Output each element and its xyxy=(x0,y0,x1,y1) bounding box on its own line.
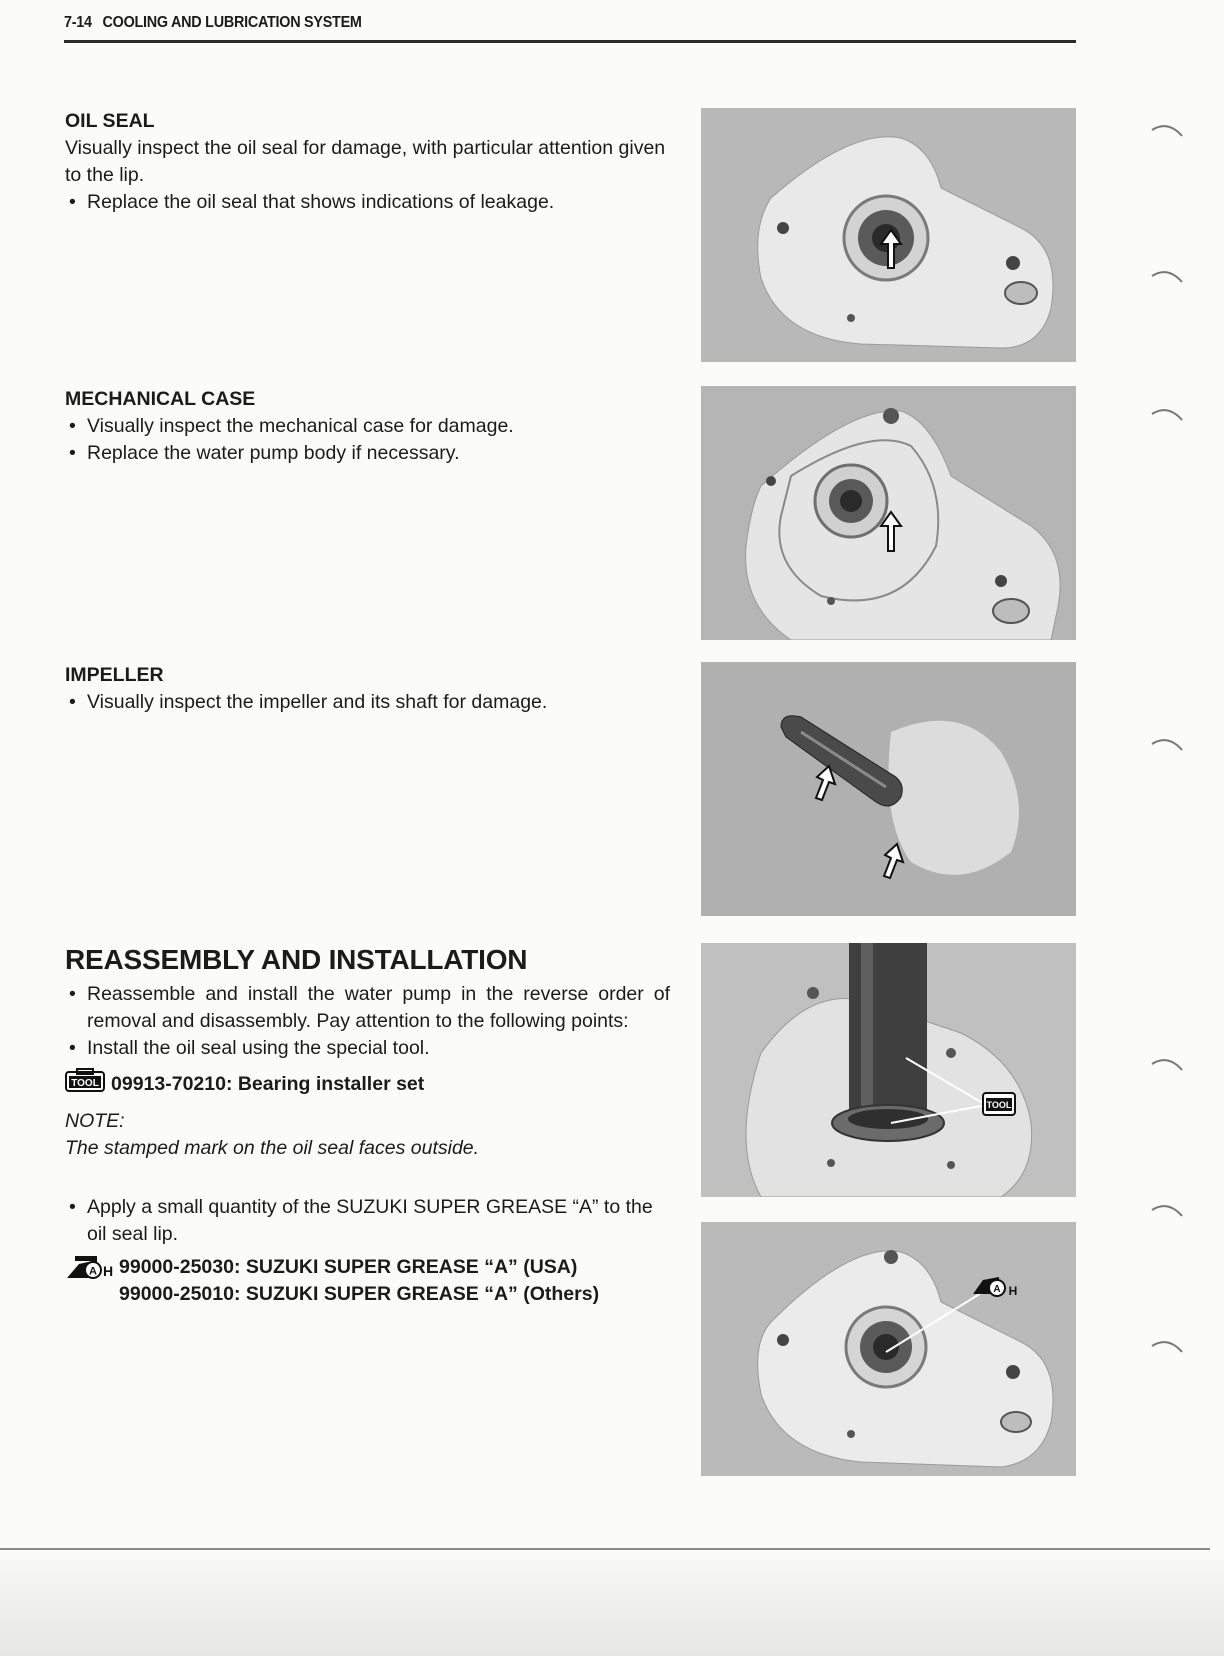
page-number: 7-14 xyxy=(64,14,92,31)
grease-spec-usa: 99000-25030: SUZUKI SUPER GREASE “A” (USA) xyxy=(119,1256,578,1278)
header-text xyxy=(64,14,975,32)
grease-badge-suffix: H xyxy=(102,1263,113,1279)
mechanical-case-bullet: • Replace the water pump body if necessary. xyxy=(65,440,675,467)
oil-seal-installation-photo xyxy=(701,943,1076,1197)
reassembly-title: REASSEMBLY AND INSTALLATION xyxy=(65,944,528,975)
footer-rule xyxy=(0,1548,1210,1550)
margin-mark xyxy=(1150,1200,1186,1220)
impeller-title: IMPELLER xyxy=(65,664,164,686)
mechanical-case-bullet: • Visually inspect the mechanical case for damage. xyxy=(65,413,675,440)
chapter-title: COOLING AND LUBRICATION SYSTEM xyxy=(102,14,362,31)
page-bottom-shading xyxy=(0,1560,1224,1656)
oil-seal-section xyxy=(65,108,675,216)
note-label: NOTE: xyxy=(65,1110,125,1132)
grease-a-icon xyxy=(65,1254,113,1308)
grease-spec-others: 99000-25010: SUZUKI SUPER GREASE “A” (Others) xyxy=(119,1283,600,1305)
reassembly-bullet: • Reassemble and install the water pump in the reverse order of removal and disassembly. Pay attention to the following points: xyxy=(65,981,670,1035)
tool-icon xyxy=(65,1068,105,1100)
grease-application-photo xyxy=(701,1222,1076,1476)
impeller-photo xyxy=(701,662,1076,916)
tool-badge-label: TOOL xyxy=(71,1078,99,1089)
grease-bullet: • Apply a small quantity of the SUZUKI SUPER GREASE “A” to the oil seal lip. xyxy=(65,1194,670,1248)
oil-seal-photo xyxy=(701,108,1076,362)
margin-mark xyxy=(1150,120,1186,140)
reassembly-section xyxy=(65,943,670,1308)
photo-grease-badge-suffix: H xyxy=(1008,1284,1018,1298)
reassembly-bullet: • Install the oil seal using the special tool. xyxy=(65,1035,670,1062)
mechanical-case-title: MECHANICAL CASE xyxy=(65,388,256,410)
margin-mark xyxy=(1150,404,1186,424)
header-rule xyxy=(64,40,1076,43)
grease-spec xyxy=(65,1254,670,1308)
margin-mark xyxy=(1150,734,1186,754)
impeller-section xyxy=(65,662,675,716)
tool-spec xyxy=(65,1068,670,1100)
oil-seal-title: OIL SEAL xyxy=(65,110,155,132)
mechanical-case-section xyxy=(65,386,675,467)
page-header xyxy=(64,14,1076,32)
margin-mark xyxy=(1150,266,1186,286)
impeller-bullet: • Visually inspect the impeller and its shaft for damage. xyxy=(65,689,675,716)
margin-mark xyxy=(1150,1054,1186,1074)
photo-grease-badge-letter: A xyxy=(993,1284,1001,1295)
photo-tool-badge-label: TOOL xyxy=(986,1100,1012,1110)
mechanical-case-photo xyxy=(701,386,1076,640)
note-text: The stamped mark on the oil seal faces outside. xyxy=(65,1137,480,1159)
oil-seal-text: Visually inspect the oil seal for damage, with particular attention given to the lip. xyxy=(65,137,666,186)
oil-seal-bullet: • Replace the oil seal that shows indications of leakage. xyxy=(65,189,675,216)
grease-badge-letter: A xyxy=(89,1265,97,1278)
tool-spec-text: 09913-70210: Bearing installer set xyxy=(111,1072,425,1095)
margin-mark xyxy=(1150,1336,1186,1356)
